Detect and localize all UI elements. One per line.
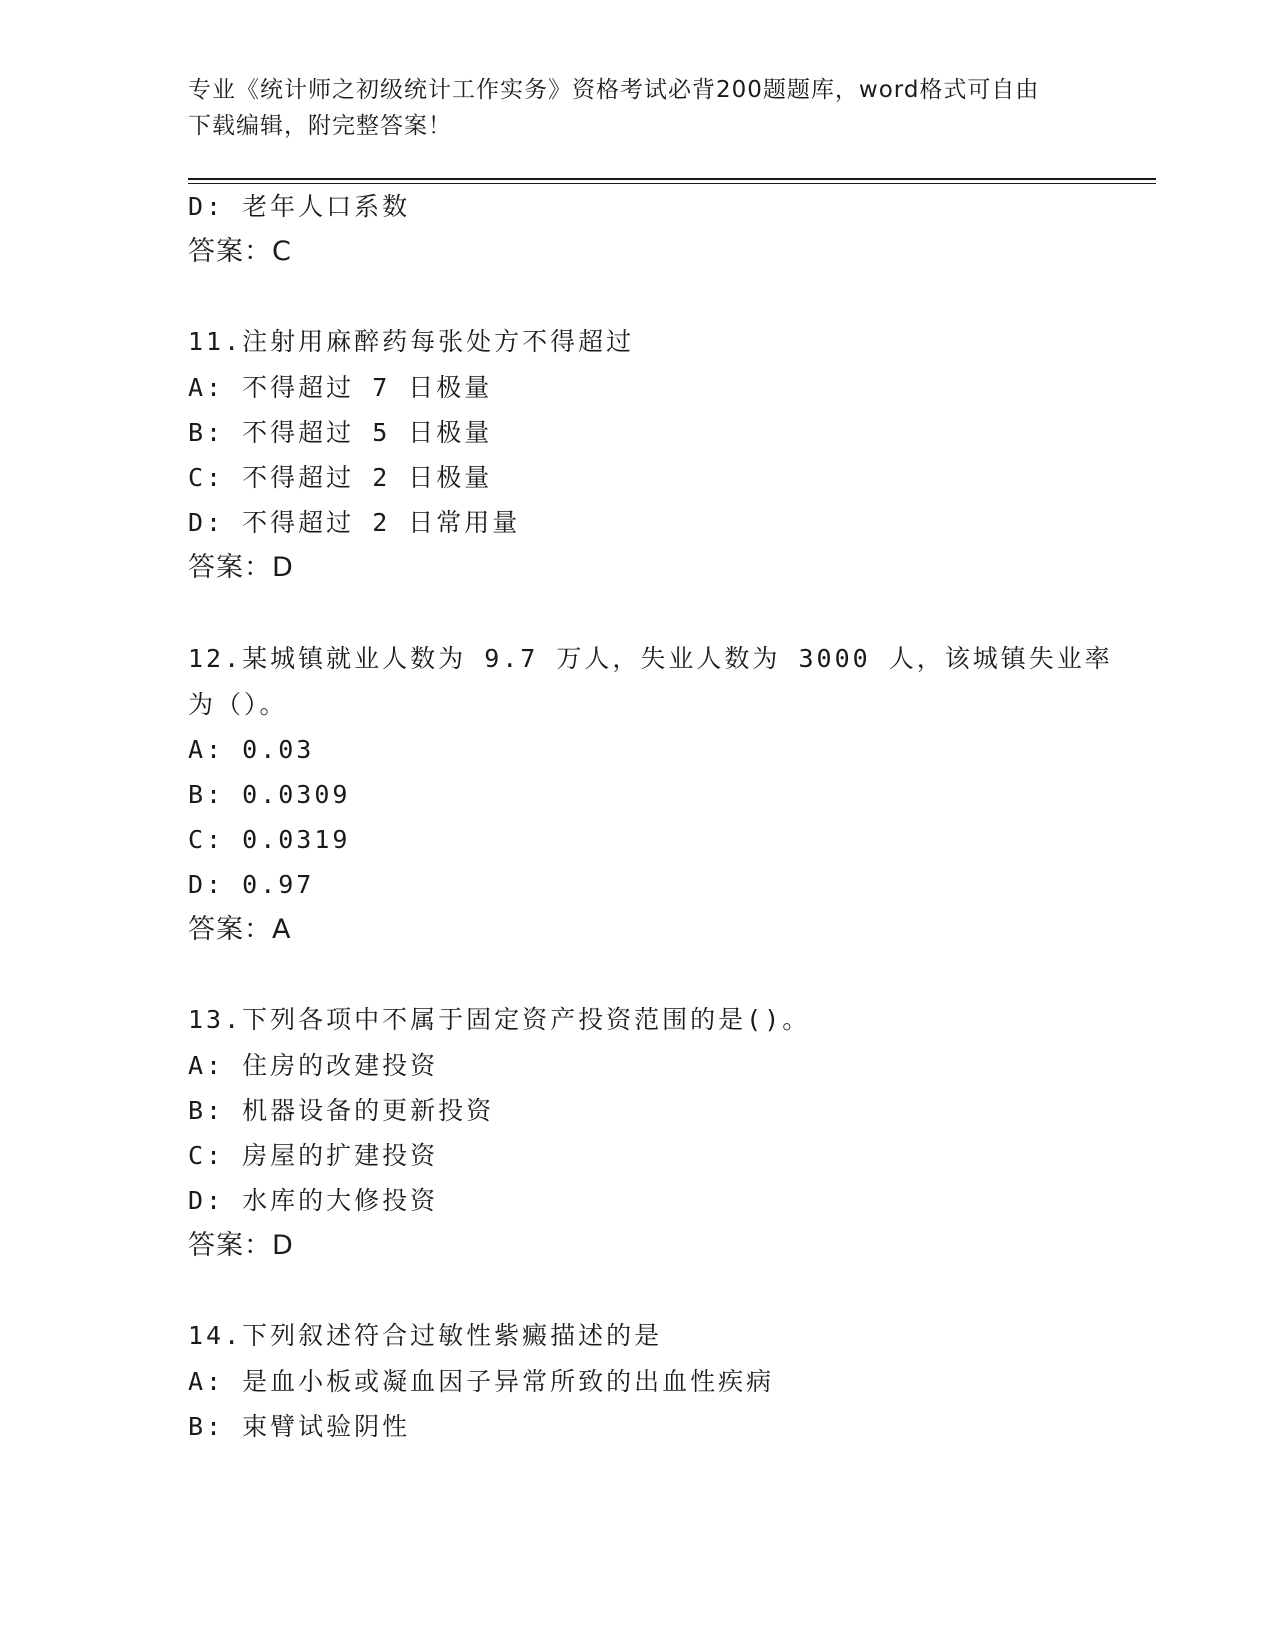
document-header [188,72,1068,144]
option-line: B: 0.0309 [188,780,351,809]
header-divider-thick [188,178,1156,180]
header-line-1: 专业《统计师之初级统计工作实务》资格考试必背200题题库，word格式可自由 [188,77,1040,103]
option-line: D: 0.97 [188,870,315,899]
answer-line: 答案：C [188,236,292,267]
option-line: C: 房屋的扩建投资 [188,1141,439,1170]
header-divider-thin [188,183,1156,184]
option-line: D: 水库的大修投资 [188,1186,439,1215]
question-line: 为（）。 [188,690,288,719]
question-line: 11.注射用麻醉药每张处方不得超过 [188,327,635,356]
option-line: A: 是血小板或凝血因子异常所致的出血性疾病 [188,1367,775,1396]
answer-line: 答案：D [188,1230,294,1261]
option-line: D: 老年人口系数 [188,192,411,221]
header-line-2: 下载编辑，附完整答案！ [188,113,452,139]
option-line: B: 机器设备的更新投资 [188,1096,495,1125]
answer-line: 答案：A [188,914,292,945]
question-line: 12.某城镇就业人数为 9.7 万人，失业人数为 3000 人，该城镇失业率 [188,644,1113,673]
option-line: A: 不得超过 7 日极量 [188,373,493,402]
question-line: 14.下列叙述符合过敏性紫癜描述的是 [188,1321,663,1350]
option-line: D: 不得超过 2 日常用量 [188,508,521,537]
option-line: A: 0.03 [188,735,315,764]
option-line: A: 住房的改建投资 [188,1051,439,1080]
option-line: C: 0.0319 [188,825,351,854]
answer-line: 答案：D [188,552,294,583]
option-line: B: 束臂试验阴性 [188,1412,411,1441]
option-line: C: 不得超过 2 日极量 [188,463,493,492]
option-line: B: 不得超过 5 日极量 [188,418,493,447]
question-line: 13.下列各项中不属于固定资产投资范围的是()。 [188,1005,811,1034]
